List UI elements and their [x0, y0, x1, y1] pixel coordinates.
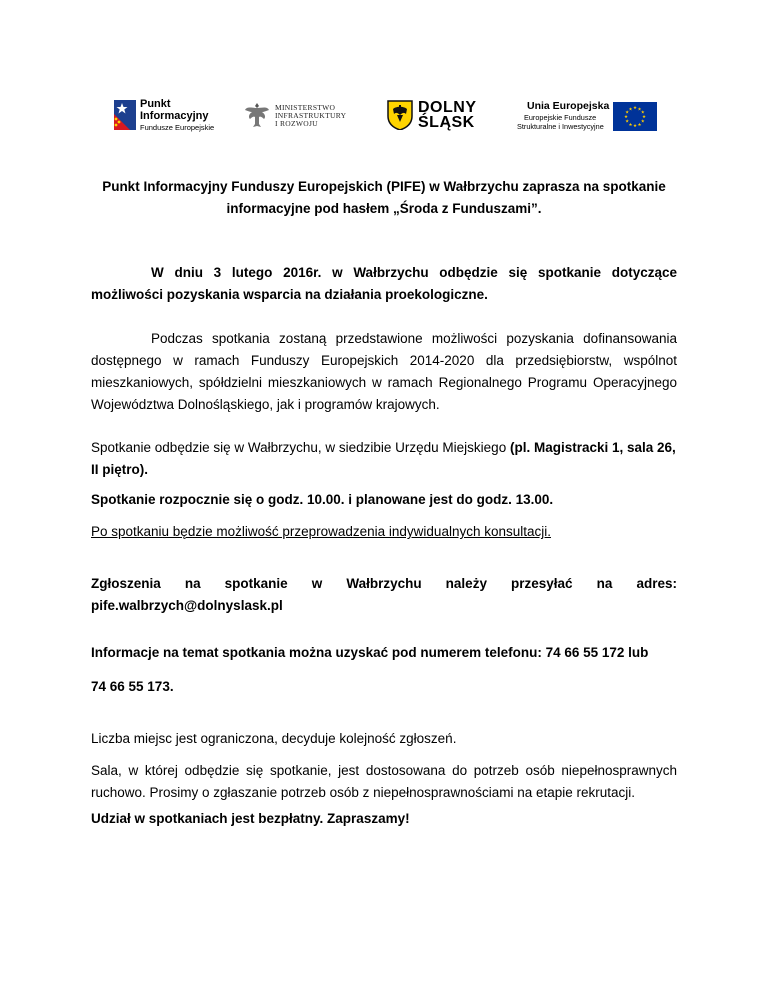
eu-star-icon: ★: [637, 106, 642, 112]
location-text: Spotkanie odbędzie się w Wałbrzychu, w siedzibie Urzędu Miejskiego: [91, 440, 510, 455]
registration-paragraph: [91, 573, 677, 617]
location-paragraph: [91, 437, 677, 481]
eu-star-icon: ★: [625, 109, 630, 115]
ministry-line3: I ROZWOJU: [275, 119, 318, 128]
intro-paragraph: W dniu 3 lutego 2016r. w Wałbrzychu odbędzie się spotkanie dotyczące możliwości pozyskania wsparcia na działania proekologiczne.: [91, 265, 677, 302]
location-address: (pl. Magistracki 1, sala 26, II piętro).: [91, 440, 676, 477]
title-line1: Punkt Informacyjny Funduszy Europejskich (PIFE) w Wałbrzychu zaprasza na spotkanie: [102, 179, 666, 194]
description-paragraph: Podczas spotkania zostaną przedstawione możliwości pozyskania dofinansowania dostępnego w ramach Funduszy Europejskich 2014-2020 dla przedsiębiorstw, wspólnot mieszkaniowych, spółdzielni mieszkaniowych w ramach Regionalnego Programu Operacyjnego Województwa Dolnośląskiego, jak i programów krajowych.: [91, 331, 677, 412]
eu-logo: [515, 96, 660, 136]
pi-logo-line3: Fundusze Europejskie: [140, 123, 215, 132]
eu-star-icon: ★: [640, 109, 645, 115]
eu-star-icon: ★: [641, 114, 647, 120]
fundusze-europejskie-icon: [110, 100, 136, 130]
pi-logo-line1: Punkt: [140, 98, 171, 110]
eu-star-icon: ★: [640, 118, 645, 124]
dolny-slask-logo: [387, 96, 487, 136]
registration-text: Zgłoszenia na spotkanie w Wałbrzychu należy przesyłać na adres:: [91, 576, 677, 591]
phone-line2: 74 66 55 173.: [91, 679, 174, 694]
ministry-logo: [244, 96, 354, 136]
dolny-slask-line1: DOLNY: [418, 99, 477, 116]
pi-logo-line2: Informacyjny: [140, 110, 209, 122]
eu-star-icon: ★: [637, 121, 642, 127]
logo-bar: [0, 96, 768, 140]
eu-logo-line1: Unia Europejska: [527, 100, 610, 112]
limited-seats-note: Liczba miejsc jest ograniczona, decyduje kolejność zgłoszeń.: [91, 731, 457, 746]
eu-star-icon: ★: [625, 118, 630, 124]
phone-line1: Informacje na temat spotkania można uzyskać pod numerem telefonu: 74 66 55 172 lub: [91, 645, 649, 660]
invitation-title: [91, 176, 677, 220]
consultations-note: Po spotkaniu będzie możliwość przeprowadzenia indywidualnych konsultacji.: [91, 524, 551, 539]
punkt-informacyjny-logo: [110, 96, 220, 136]
eu-logo-line3: Strukturalne i Inwestycyjne: [517, 122, 604, 131]
title-line2: informacyjne pod hasłem „Środa z Funduszami”.: [226, 201, 542, 216]
eu-star-icon: ★: [632, 105, 638, 111]
dolny-slask-line2: ŚLĄSK: [418, 114, 475, 131]
eagle-emblem-icon: [244, 100, 270, 130]
ministry-line2: INFRASTRUKTURY: [275, 111, 347, 120]
eu-star-icon: ★: [632, 123, 638, 129]
accessibility-paragraph: Sala, w której odbędzie się spotkanie, jest dostosowana do potrzeb osób niepełnosprawnych ruchowo. Prosimy o zgłaszanie potrzeb osób z niepełnosprawnościami na etapie rekrutacji.: [91, 763, 677, 800]
eu-star-icon: ★: [628, 121, 633, 127]
eu-star-icon: ★: [623, 114, 629, 120]
eu-star-icon: ★: [628, 106, 633, 112]
closing-line: Udział w spotkaniach jest bezpłatny. Zapraszamy!: [91, 811, 410, 826]
registration-email[interactable]: pife.walbrzych@dolnyslask.pl: [91, 598, 283, 613]
eu-logo-line2: Europejskie Fundusze: [524, 113, 597, 122]
time-paragraph: Spotkanie rozpocznie się o godz. 10.00. i planowane jest do godz. 13.00.: [91, 492, 554, 507]
dolny-slask-shield-icon: [387, 100, 413, 130]
ministry-line1: MINISTERSTWO: [275, 103, 336, 112]
eu-flag-icon: [613, 102, 657, 131]
